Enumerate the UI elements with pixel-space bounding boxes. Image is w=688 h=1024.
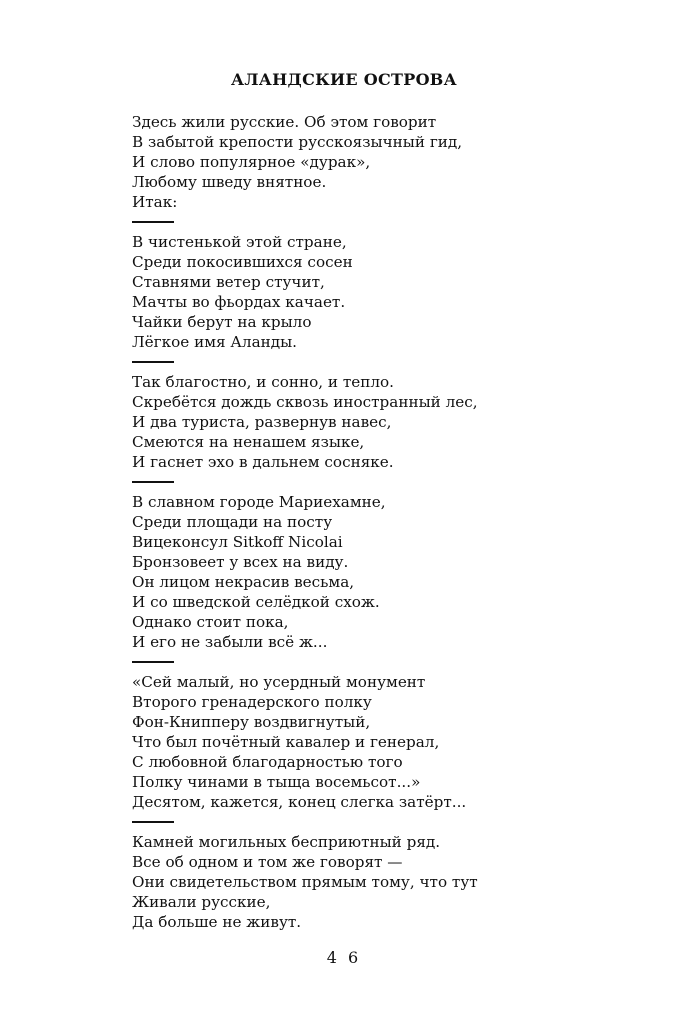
stanza [132, 372, 652, 472]
stanza-separator [132, 212, 174, 232]
stanza-separator [132, 652, 174, 672]
stanza-separator [132, 352, 174, 372]
poem-line: Итак: [132, 193, 178, 211]
stanza [132, 672, 652, 812]
poem-line: Живали русские, [132, 893, 271, 911]
stanza-separator [132, 472, 174, 492]
page-number: 4 6 [326, 948, 362, 967]
poem-line: И два туриста, развернув навес, [132, 413, 392, 431]
poem-line: Скребётся дождь сквозь иностранный лес, [132, 393, 478, 411]
poem-line: Камней могильных бесприютный ряд. [132, 833, 441, 851]
poem-line: Что был почётный кавалер и генерал, [132, 733, 440, 751]
poem-line: И слово популярное «дурак», [132, 153, 371, 171]
poem-line: Мачты во фьордах качает. [132, 293, 346, 311]
poem-line: Ставнями ветер стучит, [132, 273, 325, 291]
stanza [132, 112, 652, 212]
poem-line: В забытой крепости русскоязычный гид, [132, 133, 463, 151]
poem-line: В чистенькой этой стране, [132, 233, 347, 251]
poem-line: Любому шведу внятное. [132, 173, 327, 191]
poem-line: Второго гренадерского полку [132, 693, 372, 711]
poem-line: Здесь жили русские. Об этом говорит [132, 113, 437, 131]
stanza [132, 832, 652, 932]
poem-line: И со шведской селёдкой схож. [132, 593, 380, 611]
poem-line: Он лицом некрасив весьма, [132, 573, 355, 591]
poem-body [132, 112, 652, 932]
poem-line: И гаснет эхо в дальнем сосняке. [132, 453, 394, 471]
poem-line: Вицеконсул Sitkoff Nicolai [132, 533, 343, 551]
poem-line: И его не забыли всё ж... [132, 633, 328, 651]
poem-line: Чайки берут на крыло [132, 313, 312, 331]
poem-line: Фон-Книпперу воздвигнутый, [132, 713, 371, 731]
poem-line: Все об одном и том же говорят — [132, 853, 403, 871]
poem-line: Десятом, кажется, конец слегка затёрт... [132, 793, 467, 811]
poem-line: Смеются на ненашем языке, [132, 433, 365, 451]
poem-line: Да больше не живут. [132, 913, 302, 931]
stanza [132, 492, 652, 652]
poem-line: Лёгкое имя Аланды. [132, 333, 298, 351]
poem-line: Однако стоит пока, [132, 613, 289, 631]
poem-line: С любовной благодарностью того [132, 753, 403, 771]
stanza [132, 232, 652, 352]
poem-line: Бронзовеет у всех на виду. [132, 553, 349, 571]
poem-line: Так благостно, и сонно, и тепло. [132, 373, 395, 391]
poem-line: Среди покосившихся сосен [132, 253, 353, 271]
poem-line: Они свидетельством прямым тому, что тут [132, 873, 478, 891]
poem-line: Полку чинами в тыща восемьсот...» [132, 773, 421, 791]
poem-title: АЛАНДСКИЕ ОСТРОВА [231, 70, 457, 89]
poem-line: «Сей малый, но усердный монумент [132, 673, 426, 691]
poem-line: Среди площади на посту [132, 513, 333, 531]
stanza-separator [132, 812, 174, 832]
poem-line: В славном городе Мариехамне, [132, 493, 386, 511]
